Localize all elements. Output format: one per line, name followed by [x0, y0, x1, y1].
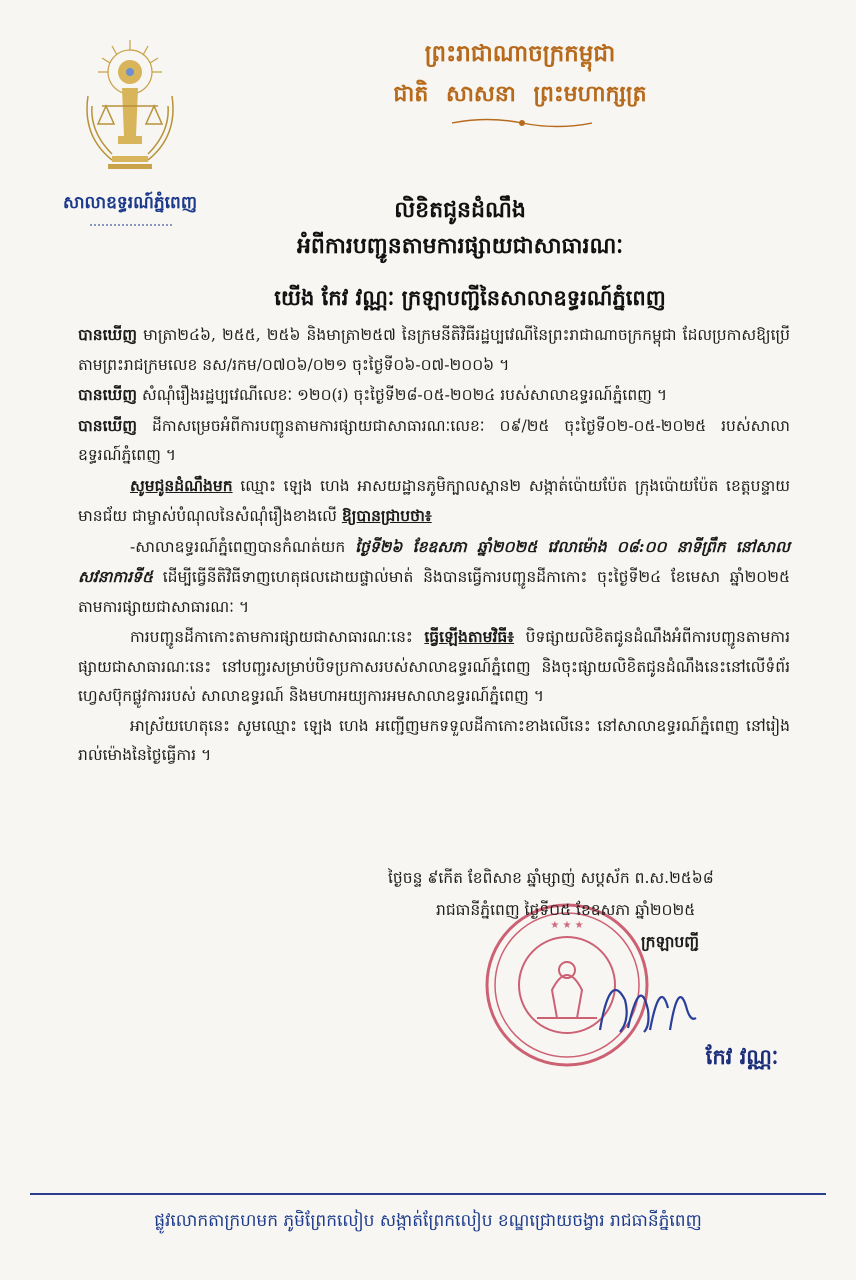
seen-text: មាត្រា២៤៦, ២៥៥, ២៥៦ និងមាត្រា២៥៧ នៃក្រមនីតិវិធីរដ្ឋប្បវេណីនៃព្រះរាជាណាចក្រកម្ពុជា ដែលប្រកាសឱ្យប្រើតាមព្រះរាជក្រមលេខ នស/រកម/០៧០៦/០២១ ចុះថ្ងៃទី០៦-០៧-២០០៦ ។: [78, 326, 790, 374]
method-pre: ការបញ្ជូនដីកាកោះតាមការផ្សាយជាសាធារណៈនេះ: [130, 628, 413, 646]
seen-lead: បានឃើញ: [78, 415, 138, 435]
method-post: បិទផ្សាយលិខិតជូនដំណឹងអំពីការបញ្ជូនតាមការផ្សាយជាសាធារណៈនេះ នៅបញ្ជរសម្រាប់បិទប្រកាសរបស់សាលាឧទ្ធរណ៍ភ្នំពេញ និងចុះផ្សាយលិខិតជូនដំណឹងនេះនៅលើទំព័រហ្វេសប៊ុកផ្លូវការរបស់ សាលាឧទ្ធរណ៍ និងមហាអយ្យការអមសាលាឧទ្ធរណ៍ភ្នំពេញ ។: [78, 628, 790, 705]
notify-tail: ឱ្យបានជ្រាបថា៖: [341, 506, 432, 525]
notice-paragraph: [78, 471, 790, 532]
letter-body: [78, 320, 790, 771]
seen-lead: បានឃើញ: [78, 325, 138, 344]
closing-text: អាស្រ័យហេតុនេះ សូមឈ្មោះ ឡេង ហេង អញ្ជើញមកទទួលដីកាកោះខាងលើនេះ នៅសាលាឧទ្ធរណ៍ភ្នំពេញ នៅរៀងរាល់ម៉ោងនៃថ្ងៃធ្វើការ ។: [78, 716, 790, 764]
signer-role: ក្រឡាបញ្ជី: [641, 932, 699, 951]
document-subtitle: អំពីការបញ្ជូនតាមការផ្សាយជាសាធារណៈ: [296, 233, 624, 259]
document-title: លិខិតជូនដំណឹង: [394, 197, 526, 223]
notify-lead: សូមជូនដំណឹងមក: [130, 475, 233, 495]
footer-divider: [30, 1193, 826, 1195]
hearing-post: ដើម្បីធ្វើនីតិវិធីទាញហេតុផលដោយផ្ទាល់មាត់ និងបានធ្វើការបញ្ជូនដីកាកោះ ចុះថ្ងៃទី២៤ ខែមេសា ឆ្នាំ២០២៥ តាមការផ្សាយជាសាធារណៈ ។: [78, 568, 790, 616]
footer-address: ផ្លូវលោកតាក្រហមក ភូមិព្រែកលៀប សង្កាត់ព្រែកលៀប ខណ្ឌជ្រោយចង្វារ រាជធានីភ្នំពេញ: [154, 1211, 702, 1231]
solar-date: រាជធានីភ្នំពេញ ថ្ងៃទី០៥ ខែឧសភា ឆ្នាំ២០២៥: [436, 901, 696, 919]
hearing-datetime: ថ្ងៃទី២៦ ខែឧសភា ឆ្នាំ២០២៥ វេលាម៉ោង ០៨:០០ នាទីព្រឹក នៅសាលសវនាការទី៥: [78, 536, 790, 586]
hearing-paragraph: [78, 532, 790, 623]
closing-paragraph: [78, 712, 790, 771]
issuer-line: យើង កែវ វណ្ណៈ ក្រឡាបញ្ជីនៃសាលាឧទ្ធរណ៍ភ្នំពេញ: [274, 285, 666, 310]
notify-text: ឈ្មោះ ឡេង ហេង អាសយដ្ឋានភូមិក្បាលស្ពាន២ សង្កាត់ប៉ោយប៉ែត ក្រុងប៉ោយប៉ែត ខេត្តបន្ទាយមានជ័យ ជាម្ចាស់បំណុលនៃសំណុំរឿងខាងលើ: [78, 476, 790, 525]
seen-text: សំណុំរឿងរដ្ឋប្បវេណីលេខៈ ១២០(រ) ចុះថ្ងៃទី២៨-០៥-២០២៤ របស់សាលាឧទ្ធរណ៍ភ្នំពេញ ។: [141, 386, 668, 404]
heading-ornament: [452, 116, 592, 130]
seen-clause-1: [78, 320, 790, 380]
svg-text:★ ★ ★: ★ ★ ★: [550, 920, 584, 931]
method-paragraph: [78, 622, 790, 712]
national-motto: ជាតិ សាសនា ព្រះមហាក្សត្រ: [393, 81, 647, 107]
lunar-date: ថ្ងៃចន្ទ ៩កើត ខែពិសាខ ឆ្នាំម្សាញ់ សប្តស័ក ព.ស.២៥៦៨: [388, 869, 714, 887]
signer-name: កែវ វណ្ណៈ: [705, 1044, 779, 1069]
hearing-pre: -សាលាឧទ្ធរណ៍ភ្នំពេញបានកំណត់យក: [130, 537, 346, 556]
court-underline-ornament: [90, 223, 172, 227]
seen-clause-3: [78, 411, 790, 471]
seen-text: ដីកាសម្រេចអំពីការបញ្ជូនតាមការផ្សាយជាសាធារណៈលេខៈ ០៩/២៥ ចុះថ្ងៃទី០២-០៥-២០២៥ របស់សាលាឧទ្ធរណ៍ភ្នំពេញ ។: [78, 416, 790, 464]
kingdom-heading: ព្រះរាជាណាចក្រកម្ពុជា: [424, 40, 616, 67]
seen-clause-2: [78, 380, 790, 411]
court-emblem-icon: [82, 36, 178, 176]
handwritten-signature-icon: [590, 960, 700, 1040]
method-bold: ធ្វើឡើងតាមវិធី៖: [424, 627, 515, 646]
court-name: សាលាឧទ្ធរណ៍ភ្នំពេញ: [62, 193, 198, 213]
seen-lead: បានឃើញ: [78, 385, 138, 404]
